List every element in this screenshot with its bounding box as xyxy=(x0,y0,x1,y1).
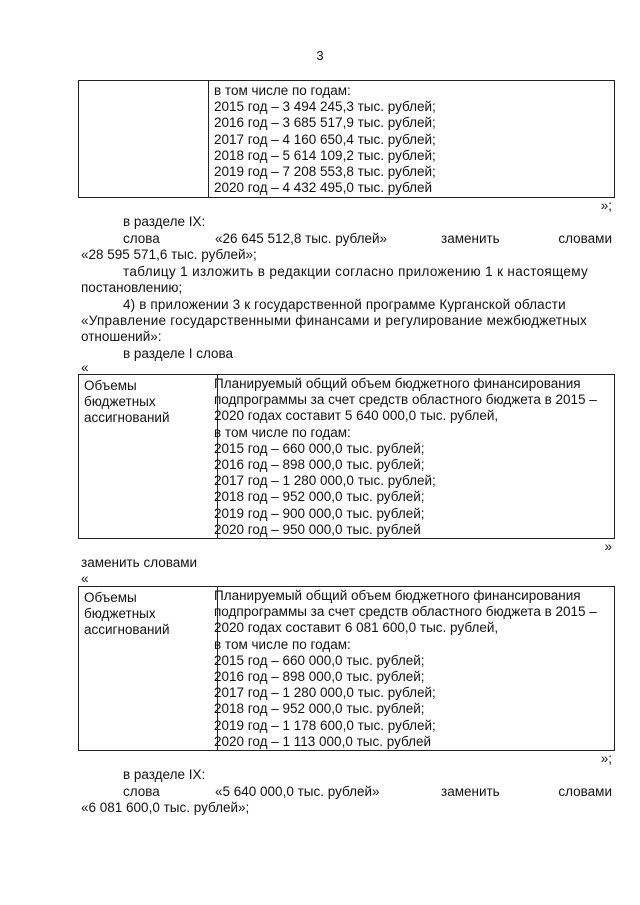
closing-quote: » xyxy=(604,539,612,554)
replace-word: заменить xyxy=(441,231,500,246)
table-row: 2016 год – 898 000,0 тыс. рублей; xyxy=(214,456,425,472)
old-amount: «26 645 512,8 тыс. рублей» xyxy=(215,231,388,246)
table-label-cell xyxy=(79,81,209,197)
replace-with-words: заменить словами xyxy=(81,555,198,570)
table-label-cell xyxy=(79,587,218,750)
table-row: 2015 год – 3 494 245,3 тыс. рублей; xyxy=(214,99,436,115)
budget-table-old xyxy=(78,374,615,539)
new-amount: «6 081 600,0 тыс. рублей»; xyxy=(81,800,250,815)
label-line: Объемы xyxy=(84,590,137,605)
table-row: 2016 год – 3 685 517,9 тыс. рублей; xyxy=(214,115,436,131)
open-quote: « xyxy=(81,571,89,586)
label-line: ассигнований xyxy=(84,622,170,638)
label-line: бюджетных xyxy=(84,606,156,622)
page-number: 3 xyxy=(316,48,324,63)
table-row: 2020 год – 4 432 495,0 тыс. рублей xyxy=(214,180,433,196)
table-row: 2020 год – 950 000,0 тыс. рублей xyxy=(214,521,421,537)
table-row: в том числе по годам: xyxy=(214,636,351,652)
item-4-line: 4) в приложении 3 к государственной программе Курганской области xyxy=(123,297,566,312)
table-row: Планируемый общий объем бюджетного финансирования xyxy=(214,588,581,603)
closing-quote: »; xyxy=(600,751,612,766)
new-amount: «28 595 571,6 тыс. рублей»; xyxy=(81,247,257,262)
item-4-line: «Управление государственными финансами и регулирование межбюджетных xyxy=(81,313,588,328)
item-4-line: отношений»: xyxy=(81,329,162,344)
table-row: 2020 год – 1 113 000,0 тыс. рублей xyxy=(214,733,432,749)
table-row: 2019 год – 900 000,0 тыс. рублей; xyxy=(214,505,425,521)
paragraph-text: постановлению; xyxy=(81,280,183,295)
label-line: ассигнований xyxy=(84,410,170,426)
table-label-cell xyxy=(79,375,218,538)
table-row: 2015 год – 660 000,0 тыс. рублей; xyxy=(214,440,425,456)
section-i-heading: в разделе I слова xyxy=(123,346,234,361)
table-row: 2019 год – 7 208 553,8 тыс. рублей; xyxy=(214,163,436,179)
section-ix-heading: в разделе IX: xyxy=(123,214,206,229)
table-row: 2020 годах составит 5 640 000,0 тыс. рублей, xyxy=(214,408,499,424)
paragraph-text: таблицу 1 изложить в редакции согласно приложению 1 к настоящему xyxy=(123,264,589,279)
table-row: 2015 год – 660 000,0 тыс. рублей; xyxy=(214,652,425,668)
table-row: в том числе по годам: xyxy=(214,83,351,98)
section-ix-heading: в разделе IX: xyxy=(123,767,206,782)
table-row: 2018 год – 5 614 109,2 тыс. рублей; xyxy=(214,147,436,163)
table-row: 2018 год – 952 000,0 тыс. рублей; xyxy=(214,489,425,505)
table-row: 2017 год – 1 280 000,0 тыс. рублей; xyxy=(214,685,436,701)
table-row: 2017 год – 1 280 000,0 тыс. рублей; xyxy=(214,473,436,489)
table-row: Планируемый общий объем бюджетного финансирования xyxy=(214,376,581,391)
table-row: в том числе по годам: xyxy=(214,424,351,440)
with-words: словами xyxy=(558,784,612,799)
old-amount: «5 640 000,0 тыс. рублей» xyxy=(215,784,380,799)
budget-table-new xyxy=(78,586,615,751)
table-row: 2016 год – 898 000,0 тыс. рублей; xyxy=(214,668,425,684)
replace-word: заменить xyxy=(441,784,500,799)
table-row: подпрограммы за счет средств областного бюджета в 2015 – xyxy=(214,604,597,620)
table-row: 2018 год – 952 000,0 тыс. рублей; xyxy=(214,701,425,717)
words-label: слова xyxy=(123,784,160,799)
open-quote: « xyxy=(81,360,89,375)
table1-paragraph-line xyxy=(123,264,612,280)
budget-table-continuation xyxy=(78,80,615,198)
table-value-cell xyxy=(209,81,614,197)
table-row: 2019 год – 1 178 600,0 тыс. рублей; xyxy=(214,717,436,733)
table-row: подпрограммы за счет средств областного бюджета в 2015 – xyxy=(214,392,597,408)
words-label: слова xyxy=(123,231,160,246)
closing-quote: »; xyxy=(600,198,612,213)
label-line: бюджетных xyxy=(84,394,156,410)
table-value-cell xyxy=(209,375,614,538)
table-row: 2020 годах составит 6 081 600,0 тыс. рублей, xyxy=(214,620,499,636)
with-words: словами xyxy=(558,231,612,246)
table-row: 2017 год – 4 160 650,4 тыс. рублей; xyxy=(214,131,436,147)
table-value-cell xyxy=(209,587,614,750)
label-line: Объемы xyxy=(84,378,137,393)
